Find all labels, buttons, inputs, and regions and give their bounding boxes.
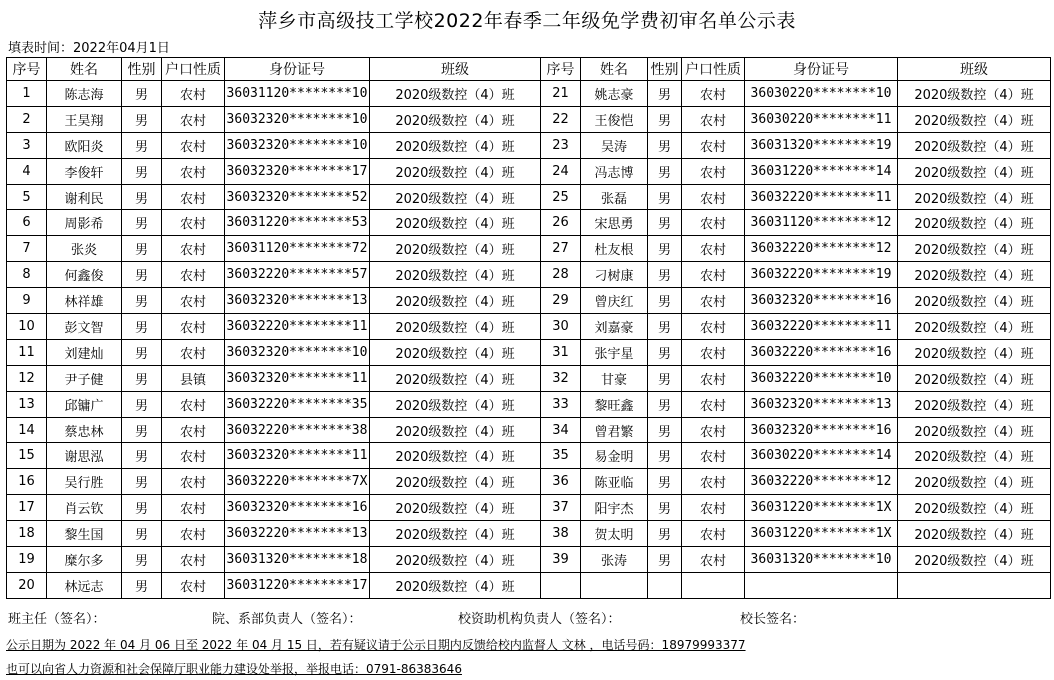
left-cell-class: 2020级数控（4）班 [370,365,541,391]
right-cell-household [682,572,745,598]
right-cell-gender: 男 [648,314,682,340]
fill-date: 填表时间：2022年04月1日 [8,41,170,56]
table-row [7,236,1051,262]
right-cell-seq: 33 [541,391,581,417]
right-cell-name: 吴涛 [581,132,648,158]
right-cell-name: 姚志豪 [581,81,648,107]
right-cell-id: 36031220********1X [745,495,898,521]
right-cell-name: 黎旺鑫 [581,391,648,417]
left-cell-household: 农村 [162,547,225,573]
left-cell-gender: 男 [122,365,162,391]
right-cell-seq: 28 [541,262,581,288]
table-row [7,572,1051,598]
right-cell-id: 36032220********11 [745,314,898,340]
right-cell-class: 2020级数控（4）班 [898,391,1051,417]
left-cell-class: 2020级数控（4）班 [370,495,541,521]
right-cell-name: 甘豪 [581,365,648,391]
left-cell-class: 2020级数控（4）班 [370,572,541,598]
left-cell-gender: 男 [122,391,162,417]
left-cell-gender: 男 [122,81,162,107]
table-row [7,339,1051,365]
left-cell-class: 2020级数控（4）班 [370,288,541,314]
left-cell-gender: 男 [122,547,162,573]
right-cell-gender: 男 [648,495,682,521]
table-header-row [7,58,1051,81]
right-cell-seq: 29 [541,288,581,314]
table-row [7,81,1051,107]
left-cell-name: 王昊翔 [47,106,122,132]
left-cell-household: 农村 [162,184,225,210]
right-cell-gender: 男 [648,106,682,132]
right-cell-household: 农村 [682,210,745,236]
right-cell-seq: 22 [541,106,581,132]
left-cell-class: 2020级数控（4）班 [370,132,541,158]
left-cell-id: 36031120********72 [225,236,370,262]
left-cell-gender: 男 [122,288,162,314]
left-cell-id: 36032320********16 [225,495,370,521]
left-cell-seq: 20 [7,572,47,598]
left-cell-class: 2020级数控（4）班 [370,236,541,262]
table-row [7,210,1051,236]
left-cell-household: 农村 [162,288,225,314]
table-row [7,443,1051,469]
table-row [7,469,1051,495]
left-cell-class: 2020级数控（4）班 [370,314,541,340]
left-cell-name: 糜尔多 [47,547,122,573]
left-cell-id: 36032320********10 [225,132,370,158]
left-cell-id: 36032220********57 [225,262,370,288]
left-cell-household: 农村 [162,81,225,107]
left-cell-seq: 13 [7,391,47,417]
signature-principal: 校长签名： [740,612,806,627]
left-cell-name: 刘建灿 [47,339,122,365]
left-cell-gender: 男 [122,572,162,598]
right-cell-name: 张涛 [581,547,648,573]
right-cell-seq: 37 [541,495,581,521]
table-row [7,288,1051,314]
left-cell-class: 2020级数控（4）班 [370,184,541,210]
left-cell-gender: 男 [122,106,162,132]
left-cell-household: 农村 [162,262,225,288]
right-cell-id: 36032220********11 [745,184,898,210]
header-id: 身份证号 [225,58,370,81]
right-cell-class: 2020级数控（4）班 [898,469,1051,495]
right-cell-name: 王俊恺 [581,106,648,132]
right-cell-id: 36031320********10 [745,547,898,573]
right-cell-gender: 男 [648,81,682,107]
left-cell-name: 李俊轩 [47,158,122,184]
header-household: 户口性质 [162,58,225,81]
right-cell-name [581,572,648,598]
header-id: 身份证号 [745,58,898,81]
right-cell-id: 36032320********16 [745,417,898,443]
right-cell-gender: 男 [648,262,682,288]
left-cell-name: 谢思泓 [47,443,122,469]
right-cell-name: 杜友根 [581,236,648,262]
table-row [7,391,1051,417]
left-cell-name: 何鑫俊 [47,262,122,288]
left-cell-id: 36032220********38 [225,417,370,443]
left-cell-gender: 男 [122,314,162,340]
left-cell-name: 吴行胜 [47,469,122,495]
right-cell-id: 36032220********12 [745,469,898,495]
right-cell-gender: 男 [648,158,682,184]
left-cell-gender: 男 [122,158,162,184]
right-cell-name: 阳宇杰 [581,495,648,521]
left-cell-name: 周影希 [47,210,122,236]
right-cell-seq [541,572,581,598]
table-row [7,262,1051,288]
left-cell-seq: 4 [7,158,47,184]
right-cell-id: 36030220********10 [745,81,898,107]
right-cell-id: 36032220********16 [745,339,898,365]
left-cell-class: 2020级数控（4）班 [370,262,541,288]
left-cell-household: 农村 [162,417,225,443]
left-cell-household: 农村 [162,443,225,469]
right-cell-class: 2020级数控（4）班 [898,339,1051,365]
right-cell-class: 2020级数控（4）班 [898,210,1051,236]
left-cell-household: 县镇 [162,365,225,391]
left-cell-seq: 11 [7,339,47,365]
left-cell-gender: 男 [122,417,162,443]
right-cell-class: 2020级数控（4）班 [898,106,1051,132]
header-name: 姓名 [581,58,648,81]
right-cell-class: 2020级数控（4）班 [898,521,1051,547]
right-cell-seq: 38 [541,521,581,547]
left-cell-seq: 9 [7,288,47,314]
right-cell-seq: 39 [541,547,581,573]
right-cell-id: 36032220********12 [745,236,898,262]
right-cell-household: 农村 [682,132,745,158]
left-cell-household: 农村 [162,572,225,598]
right-cell-gender: 男 [648,365,682,391]
left-cell-class: 2020级数控（4）班 [370,106,541,132]
header-class: 班级 [370,58,541,81]
table-row [7,184,1051,210]
left-cell-seq: 17 [7,495,47,521]
left-cell-name: 邱镛广 [47,391,122,417]
right-cell-name: 张磊 [581,184,648,210]
signature-head-teacher: 班主任（签名）： [8,612,106,627]
left-cell-seq: 8 [7,262,47,288]
right-cell-seq: 35 [541,443,581,469]
left-cell-id: 36032320********11 [225,443,370,469]
right-cell-gender: 男 [648,339,682,365]
roster-table [6,57,1051,599]
left-cell-seq: 12 [7,365,47,391]
left-cell-name: 林远志 [47,572,122,598]
right-cell-gender: 男 [648,391,682,417]
right-cell-name: 冯志博 [581,158,648,184]
right-cell-household: 农村 [682,106,745,132]
left-cell-id: 36031120********10 [225,81,370,107]
left-cell-gender: 男 [122,210,162,236]
right-cell-gender: 男 [648,288,682,314]
right-cell-household: 农村 [682,521,745,547]
right-cell-class: 2020级数控（4）班 [898,184,1051,210]
left-cell-household: 农村 [162,495,225,521]
left-cell-seq: 1 [7,81,47,107]
right-cell-seq: 31 [541,339,581,365]
left-cell-household: 农村 [162,469,225,495]
left-cell-seq: 2 [7,106,47,132]
left-cell-id: 36031320********18 [225,547,370,573]
table-row [7,158,1051,184]
right-cell-class: 2020级数控（4）班 [898,314,1051,340]
right-cell-class [898,572,1051,598]
right-cell-class: 2020级数控（4）班 [898,262,1051,288]
right-cell-id: 36030220********14 [745,443,898,469]
left-cell-class: 2020级数控（4）班 [370,547,541,573]
right-cell-name: 陈亚临 [581,469,648,495]
right-cell-class: 2020级数控（4）班 [898,495,1051,521]
left-cell-gender: 男 [122,262,162,288]
right-cell-id: 36032320********13 [745,391,898,417]
left-cell-id: 36032220********35 [225,391,370,417]
header-seq: 序号 [7,58,47,81]
right-cell-household: 农村 [682,288,745,314]
left-cell-gender: 男 [122,495,162,521]
left-cell-gender: 男 [122,443,162,469]
right-cell-id: 36030220********11 [745,106,898,132]
table-row [7,417,1051,443]
header-name: 姓名 [47,58,122,81]
left-cell-id: 36031220********53 [225,210,370,236]
table-row [7,314,1051,340]
right-cell-household: 农村 [682,469,745,495]
left-cell-gender: 男 [122,132,162,158]
right-cell-class: 2020级数控（4）班 [898,417,1051,443]
left-cell-class: 2020级数控（4）班 [370,158,541,184]
right-cell-seq: 25 [541,184,581,210]
right-cell-name: 张宇星 [581,339,648,365]
right-cell-class: 2020级数控（4）班 [898,365,1051,391]
right-cell-class: 2020级数控（4）班 [898,236,1051,262]
right-cell-household: 农村 [682,417,745,443]
right-cell-gender: 男 [648,417,682,443]
left-cell-class: 2020级数控（4）班 [370,81,541,107]
left-cell-seq: 3 [7,132,47,158]
left-cell-household: 农村 [162,236,225,262]
left-cell-seq: 6 [7,210,47,236]
left-cell-id: 36032320********13 [225,288,370,314]
left-cell-class: 2020级数控（4）班 [370,210,541,236]
right-cell-gender: 男 [648,132,682,158]
right-cell-class: 2020级数控（4）班 [898,158,1051,184]
header-household: 户口性质 [682,58,745,81]
left-cell-seq: 15 [7,443,47,469]
left-cell-id: 36032320********11 [225,365,370,391]
right-cell-id: 36032220********19 [745,262,898,288]
left-cell-seq: 19 [7,547,47,573]
right-cell-household: 农村 [682,547,745,573]
right-cell-gender [648,572,682,598]
left-cell-id: 36032320********10 [225,339,370,365]
right-cell-seq: 34 [541,417,581,443]
left-cell-id: 36032320********17 [225,158,370,184]
left-cell-name: 肖云钦 [47,495,122,521]
right-cell-id: 36031120********12 [745,210,898,236]
right-cell-name: 曾庆红 [581,288,648,314]
right-cell-id: 36031220********1X [745,521,898,547]
right-cell-id: 36031220********14 [745,158,898,184]
left-cell-name: 林祥雄 [47,288,122,314]
right-cell-id: 36032220********10 [745,365,898,391]
right-cell-name: 易金明 [581,443,648,469]
left-cell-name: 尹子健 [47,365,122,391]
left-cell-id: 36032320********52 [225,184,370,210]
left-cell-seq: 14 [7,417,47,443]
right-cell-seq: 21 [541,81,581,107]
right-cell-seq: 32 [541,365,581,391]
header-gender: 性别 [122,58,162,81]
right-cell-id: 36032320********16 [745,288,898,314]
table-row [7,106,1051,132]
left-cell-seq: 10 [7,314,47,340]
right-cell-name: 刘嘉豪 [581,314,648,340]
left-cell-seq: 16 [7,469,47,495]
left-cell-gender: 男 [122,236,162,262]
right-cell-household: 农村 [682,236,745,262]
right-cell-household: 农村 [682,81,745,107]
right-cell-household: 农村 [682,443,745,469]
left-cell-class: 2020级数控（4）班 [370,391,541,417]
right-cell-household: 农村 [682,495,745,521]
right-cell-household: 农村 [682,391,745,417]
left-cell-household: 农村 [162,314,225,340]
left-cell-seq: 7 [7,236,47,262]
left-cell-class: 2020级数控（4）班 [370,469,541,495]
notice-report: 也可以向省人力资源和社会保障厅职业能力建设处举报，举报电话：0791-86383646 [6,662,462,676]
left-cell-class: 2020级数控（4）班 [370,417,541,443]
right-cell-seq: 36 [541,469,581,495]
right-cell-seq: 27 [541,236,581,262]
right-cell-gender: 男 [648,469,682,495]
right-cell-name: 宋思勇 [581,210,648,236]
right-cell-gender: 男 [648,521,682,547]
left-cell-id: 36032220********13 [225,521,370,547]
left-cell-id: 36032220********7X [225,469,370,495]
right-cell-household: 农村 [682,339,745,365]
left-cell-name: 欧阳炎 [47,132,122,158]
left-cell-name: 蔡忠林 [47,417,122,443]
left-cell-gender: 男 [122,521,162,547]
left-cell-id: 36032220********11 [225,314,370,340]
header-seq: 序号 [541,58,581,81]
right-cell-id [745,572,898,598]
right-cell-gender: 男 [648,210,682,236]
right-cell-name: 刁树康 [581,262,648,288]
left-cell-household: 农村 [162,210,225,236]
left-cell-seq: 18 [7,521,47,547]
right-cell-gender: 男 [648,547,682,573]
right-cell-seq: 30 [541,314,581,340]
left-cell-class: 2020级数控（4）班 [370,339,541,365]
right-cell-class: 2020级数控（4）班 [898,288,1051,314]
left-cell-household: 农村 [162,158,225,184]
page-title: 萍乡市高级技工学校2022年春季二年级免学费初审名单公示表 [258,10,796,32]
left-cell-seq: 5 [7,184,47,210]
notice-period: 公示日期为 2022 年 04 月 06 日至 2022 年 04 月 15 日，若有疑议请于公示日期内反馈给校内监督人 文林 ，电话号码：18979993377 [6,638,746,652]
right-cell-gender: 男 [648,443,682,469]
right-cell-class: 2020级数控（4）班 [898,81,1051,107]
left-cell-household: 农村 [162,521,225,547]
right-cell-class: 2020级数控（4）班 [898,547,1051,573]
left-cell-household: 农村 [162,339,225,365]
left-cell-gender: 男 [122,184,162,210]
left-cell-name: 张炎 [47,236,122,262]
right-cell-household: 农村 [682,262,745,288]
right-cell-class: 2020级数控（4）班 [898,132,1051,158]
right-cell-seq: 23 [541,132,581,158]
left-cell-household: 农村 [162,132,225,158]
right-cell-household: 农村 [682,365,745,391]
left-cell-name: 谢利民 [47,184,122,210]
left-cell-id: 36031220********17 [225,572,370,598]
left-cell-name: 黎生国 [47,521,122,547]
header-gender: 性别 [648,58,682,81]
left-cell-household: 农村 [162,106,225,132]
table-row [7,547,1051,573]
right-cell-gender: 男 [648,236,682,262]
right-cell-seq: 24 [541,158,581,184]
right-cell-household: 农村 [682,184,745,210]
right-cell-class: 2020级数控（4）班 [898,443,1051,469]
left-cell-class: 2020级数控（4）班 [370,443,541,469]
left-cell-name: 陈志海 [47,81,122,107]
table-row [7,132,1051,158]
left-cell-class: 2020级数控（4）班 [370,521,541,547]
right-cell-seq: 26 [541,210,581,236]
left-cell-household: 农村 [162,391,225,417]
right-cell-household: 农村 [682,314,745,340]
table-row [7,365,1051,391]
header-class: 班级 [898,58,1051,81]
left-cell-gender: 男 [122,469,162,495]
right-cell-name: 贺太明 [581,521,648,547]
left-cell-name: 彭文智 [47,314,122,340]
signature-department: 院、系部负责人（签名）： [212,612,362,627]
table-row [7,521,1051,547]
right-cell-household: 农村 [682,158,745,184]
table-row [7,495,1051,521]
right-cell-name: 曾君繁 [581,417,648,443]
right-cell-gender: 男 [648,184,682,210]
left-cell-id: 36032320********10 [225,106,370,132]
right-cell-id: 36031320********19 [745,132,898,158]
signature-aid-office: 校资助机构负责人（签名）： [458,612,621,627]
left-cell-gender: 男 [122,339,162,365]
